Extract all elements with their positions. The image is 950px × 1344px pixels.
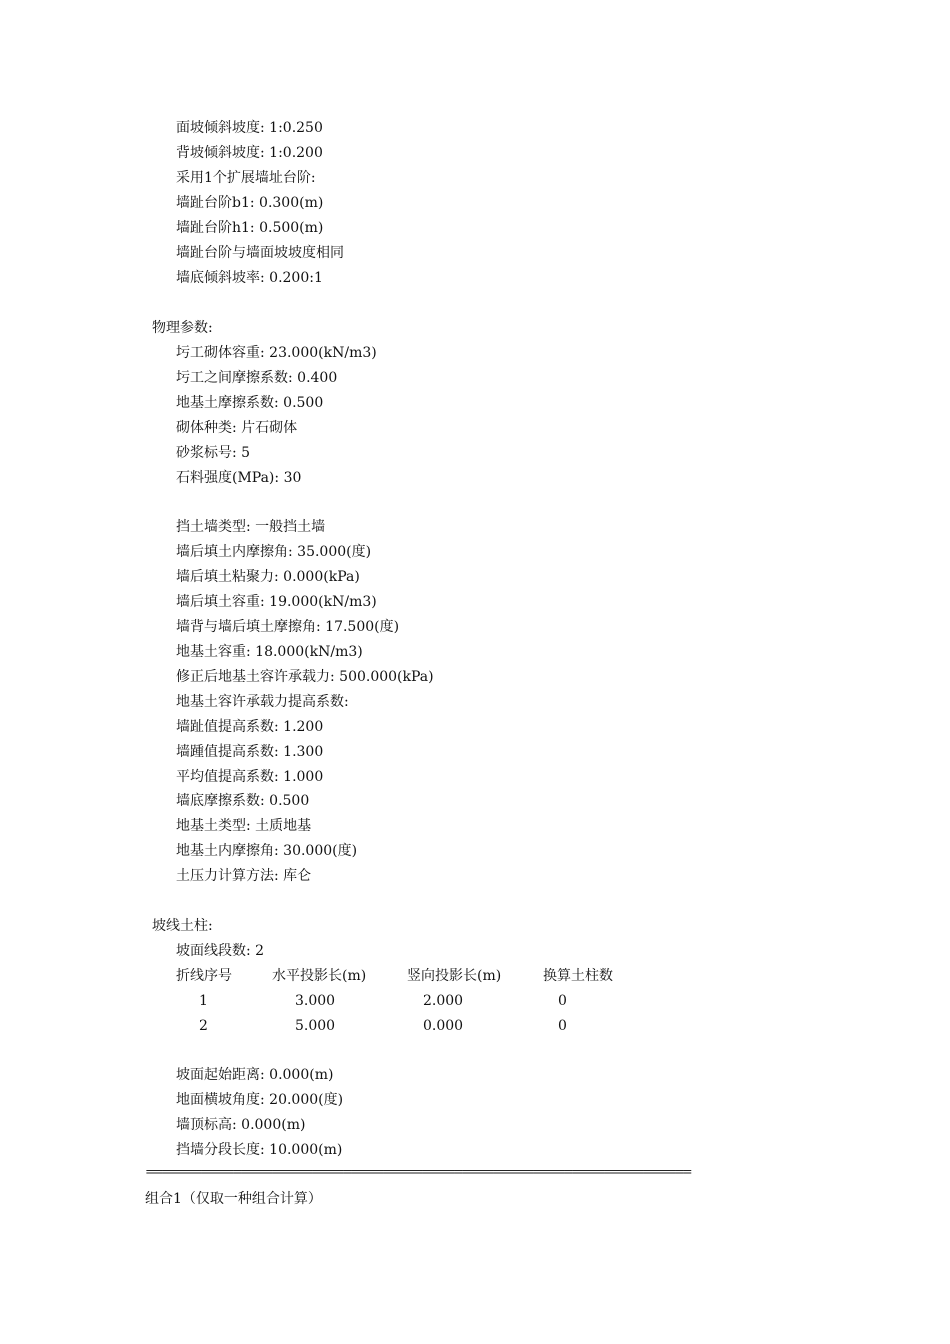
slope-segments-line: 坡面线段数: 2 (176, 943, 265, 959)
param-line: 地基土容重: 18.000(kN/m3) (176, 644, 363, 660)
toe-same-slope-line: 墙趾台阶与墙面坡坡度相同 (176, 245, 344, 261)
param-line: 平均值提高系数: 1.000 (176, 769, 324, 785)
table-cell: 0 (558, 1018, 567, 1034)
param-line: 圬工之间摩擦系数: 0.400 (176, 370, 338, 386)
ground-angle-line: 地面横坡角度: 20.000(度) (176, 1092, 344, 1108)
table-cell: 2.000 (423, 993, 464, 1009)
table-cell: 0.000 (423, 1018, 464, 1034)
slope-section-heading: 坡线土柱: (152, 918, 213, 934)
table-cell: 5.000 (295, 1018, 336, 1034)
table-cell: 1 (199, 993, 208, 1009)
combination-heading: 组合1（仅取一种组合计算） (145, 1191, 322, 1207)
toe-step-line: 采用1个扩展墙址台阶: (176, 170, 316, 186)
wall-top-elev-line: 墙顶标高: 0.000(m) (176, 1117, 306, 1133)
toe-h1-line: 墙趾台阶h1: 0.500(m) (176, 220, 324, 236)
physical-params-heading: 物理参数: (152, 320, 213, 336)
param-line: 土压力计算方法: 库仑 (176, 868, 312, 884)
param-line: 地基土类型: 土质地基 (176, 818, 312, 834)
param-line: 墙底摩擦系数: 0.500 (176, 793, 310, 809)
segment-length-line: 挡墙分段长度: 10.000(m) (176, 1142, 343, 1158)
param-line: 砂浆标号: 5 (176, 445, 251, 461)
param-line: 地基土摩擦系数: 0.500 (176, 395, 324, 411)
toe-b1-line: 墙趾台阶b1: 0.300(m) (176, 195, 324, 211)
table-cell: 0 (558, 993, 567, 1009)
table-cell: 2 (199, 1018, 208, 1034)
separator-line: ===================================================================== (145, 1165, 690, 1180)
param-line: 墙后填土内摩擦角: 35.000(度) (176, 544, 372, 560)
param-line: 墙踵值提高系数: 1.300 (176, 744, 324, 760)
param-line: 墙后填土容重: 19.000(kN/m3) (176, 594, 377, 610)
base-slope-line: 墙底倾斜坡率: 0.200:1 (176, 270, 323, 286)
table-header-cell: 竖向投影长(m) (407, 968, 502, 984)
param-line: 墙趾值提高系数: 1.200 (176, 719, 324, 735)
table-header-cell: 水平投影长(m) (272, 968, 367, 984)
param-line: 墙后填土粘聚力: 0.000(kPa) (176, 569, 360, 585)
slope-start-line: 坡面起始距离: 0.000(m) (176, 1067, 334, 1083)
table-cell: 3.000 (295, 993, 336, 1009)
param-line: 挡土墙类型: 一般挡土墙 (176, 519, 326, 535)
param-line: 石料强度(MPa): 30 (176, 470, 302, 486)
param-line: 修正后地基土容许承载力: 500.000(kPa) (176, 669, 434, 685)
param-line: 地基土内摩擦角: 30.000(度) (176, 843, 358, 859)
slope-back-line: 背坡倾斜坡度: 1:0.200 (176, 145, 323, 161)
param-line: 圬工砌体容重: 23.000(kN/m3) (176, 345, 377, 361)
slope-face-line: 面坡倾斜坡度: 1:0.250 (176, 120, 323, 136)
param-line: 地基土容许承载力提高系数: (176, 694, 349, 710)
table-header-cell: 折线序号 (176, 968, 232, 984)
param-line: 砌体种类: 片石砌体 (176, 420, 298, 436)
table-header-cell: 换算土柱数 (543, 968, 613, 984)
param-line: 墙背与墙后填土摩擦角: 17.500(度) (176, 619, 400, 635)
